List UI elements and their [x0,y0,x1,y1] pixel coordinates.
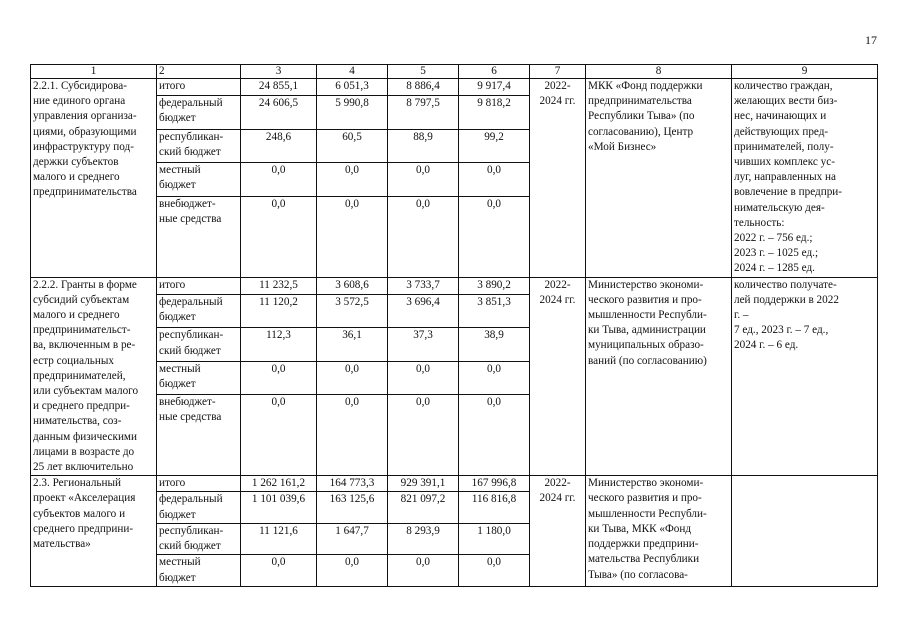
value-cell: 0,0 [241,163,317,196]
executor-cell: Министерство экономи- ческого развития и про- мышленности Республи- ки Тыва, МКК «Фонд поддержки предприни- мательства Республики Тыва» (по согласова- [586,476,732,586]
value-cell: 0,0 [317,196,388,277]
funding-source-cell: местный бюджет [157,163,241,196]
value-cell: 24 855,1 [241,79,317,96]
column-header: 7 [530,65,586,79]
value-cell: 0,0 [388,555,459,586]
program-table [30,64,878,587]
period-cell: 2022- 2024 гг. [530,476,586,586]
table-row [31,277,878,294]
table-row [31,476,878,492]
funding-source-cell: местный бюджет [157,555,241,586]
funding-source-cell: федеральный бюджет [157,96,241,129]
value-cell: 11 120,2 [241,294,317,327]
value-cell: 0,0 [388,361,459,394]
value-cell: 8 886,4 [388,79,459,96]
value-cell: 9 818,2 [459,96,530,129]
funding-source-cell: внебюджет- ные средства [157,196,241,277]
value-cell: 3 608,6 [317,277,388,294]
value-cell: 167 996,8 [459,476,530,492]
column-header: 8 [586,65,732,79]
value-cell: 929 391,1 [388,476,459,492]
page-number: 17 [865,33,877,47]
value-cell: 1 262 161,2 [241,476,317,492]
value-cell: 37,3 [388,328,459,361]
executor-cell: Министерство экономи- ческого развития и про- мышленности Республи- ки Тыва, администрации муниципальных образо- ваний (по согласованию) [586,277,732,476]
column-header: 5 [388,65,459,79]
funding-source-cell: итого [157,277,241,294]
value-cell: 0,0 [459,196,530,277]
value-cell: 3 733,7 [388,277,459,294]
section-2-3 [31,476,878,586]
value-cell: 9 917,4 [459,79,530,96]
value-cell: 0,0 [241,361,317,394]
value-cell: 0,0 [388,163,459,196]
funding-source-cell: местный бюджет [157,361,241,394]
column-header: 1 [31,65,157,79]
funding-source-cell: федеральный бюджет [157,294,241,327]
result-cell [732,476,878,586]
section-2-2-1 [31,79,878,278]
value-cell: 3 696,4 [388,294,459,327]
measure-name-cell: 2.2.2. Гранты в форме субсидий субъектам малого и среднего предпринимательст- ва, включенным в ре- естр социальных предпринимателей, или субъектам малого и среднего предпри- нимательства, соз- данным физическими лицами в возрасте до 25 лет включительно [31,277,157,476]
value-cell: 24 606,5 [241,96,317,129]
value-cell: 88,9 [388,129,459,162]
value-cell: 36,1 [317,328,388,361]
value-cell: 60,5 [317,129,388,162]
funding-source-cell: республикан- ский бюджет [157,328,241,361]
value-cell: 164 773,3 [317,476,388,492]
section-2-2-2 [31,277,878,476]
measure-name-cell: 2.3. Региональный проект «Акселерация субъектов малого и среднего предприни- мательства» [31,476,157,586]
value-cell: 3 851,3 [459,294,530,327]
header-row [31,65,878,79]
result-cell: количество граждан, желающих вести биз- нес, начинающих и действующих пред- принимателей, полу- чивших комплекс ус- луг, направленных на вовлечение в предпри- нимательскую дея- тельность: 2022 г. – 756 ед.; 2023 г. – 1025 ед.; 2024 г. – 1285 ед. [732,79,878,278]
value-cell: 8 293,9 [388,523,459,554]
value-cell: 3 572,5 [317,294,388,327]
value-cell: 38,9 [459,328,530,361]
value-cell: 0,0 [317,395,388,476]
value-cell: 0,0 [459,163,530,196]
value-cell: 0,0 [459,395,530,476]
value-cell: 0,0 [459,555,530,586]
value-cell: 163 125,6 [317,492,388,523]
column-header: 6 [459,65,530,79]
funding-source-cell: итого [157,476,241,492]
value-cell: 8 797,5 [388,96,459,129]
value-cell: 248,6 [241,129,317,162]
value-cell: 0,0 [317,163,388,196]
value-cell: 821 097,2 [388,492,459,523]
value-cell: 0,0 [388,395,459,476]
value-cell: 3 890,2 [459,277,530,294]
executor-cell: МКК «Фонд поддержки предпринимательства Республики Тыва» (по согласованию), Центр «Мой Бизнес» [586,79,732,278]
measure-name-cell: 2.2.1. Субсидирова- ние единого органа управления организа- циями, образующими инфраструктуру под- держки субъектов малого и среднего предпринимательства [31,79,157,278]
column-header: 3 [241,65,317,79]
value-cell: 0,0 [241,555,317,586]
value-cell: 11 232,5 [241,277,317,294]
funding-source-cell: федеральный бюджет [157,492,241,523]
value-cell: 116 816,8 [459,492,530,523]
column-header: 9 [732,65,878,79]
value-cell: 0,0 [317,555,388,586]
value-cell: 112,3 [241,328,317,361]
column-header: 4 [317,65,388,79]
value-cell: 1 180,0 [459,523,530,554]
funding-source-cell: итого [157,79,241,96]
value-cell: 5 990,8 [317,96,388,129]
value-cell: 0,0 [388,196,459,277]
value-cell: 1 101 039,6 [241,492,317,523]
value-cell: 11 121,6 [241,523,317,554]
value-cell: 99,2 [459,129,530,162]
period-cell: 2022- 2024 гг. [530,277,586,476]
value-cell: 0,0 [317,361,388,394]
table-row [31,79,878,96]
value-cell: 0,0 [241,196,317,277]
funding-source-cell: республикан- ский бюджет [157,523,241,554]
value-cell: 0,0 [459,361,530,394]
column-header: 2 [157,65,241,79]
period-cell: 2022- 2024 гг. [530,79,586,278]
funding-source-cell: внебюджет- ные средства [157,395,241,476]
value-cell: 0,0 [241,395,317,476]
funding-source-cell: республикан- ский бюджет [157,129,241,162]
value-cell: 6 051,3 [317,79,388,96]
result-cell: количество получате- лей поддержки в 2022 г. – 7 ед., 2023 г. – 7 ед., 2024 г. – 6 ед. [732,277,878,476]
value-cell: 1 647,7 [317,523,388,554]
